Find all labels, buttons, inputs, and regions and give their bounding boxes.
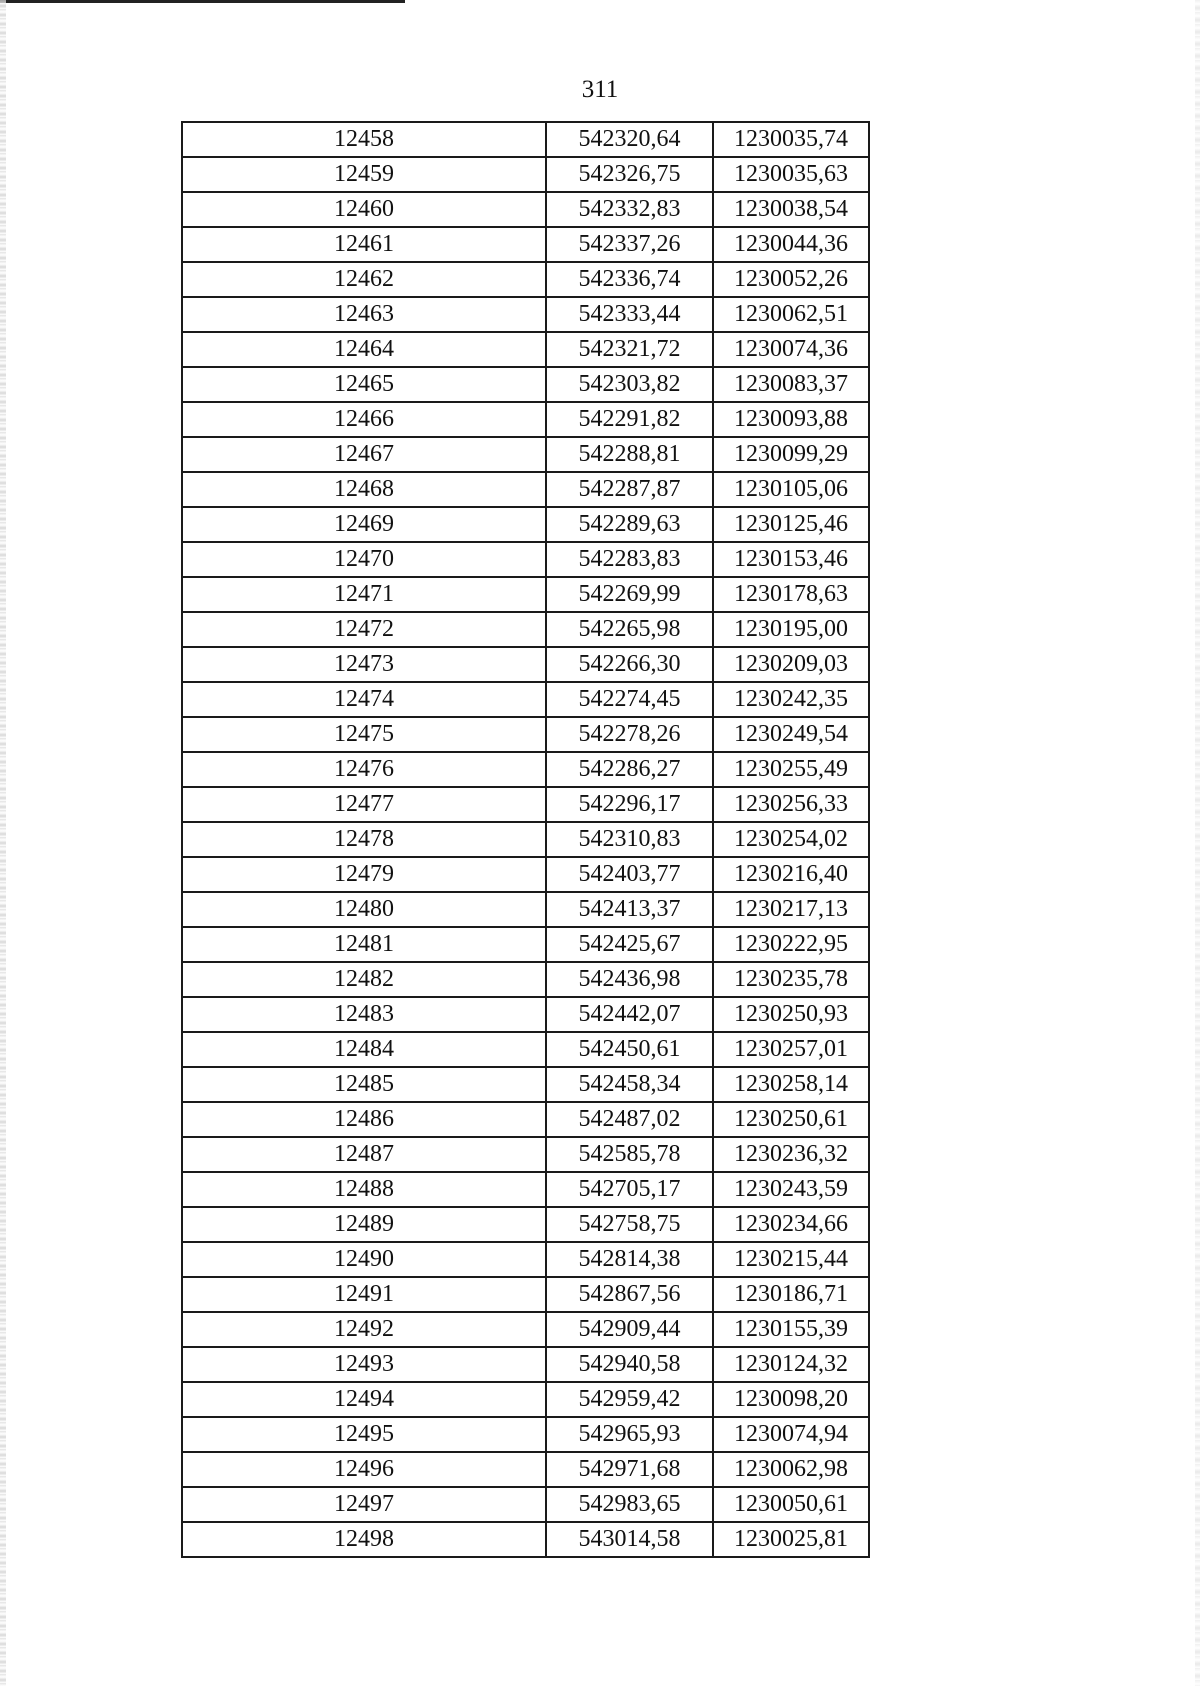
y-coordinate-cell: 1230038,54 <box>713 192 869 227</box>
y-coordinate-cell: 1230255,49 <box>713 752 869 787</box>
table-row <box>182 402 869 437</box>
point-number-cell: 12462 <box>182 262 546 297</box>
table-row <box>182 1522 869 1557</box>
x-coordinate-cell: 542310,83 <box>546 822 713 857</box>
table-row <box>182 857 869 892</box>
x-coordinate-cell: 542585,78 <box>546 1137 713 1172</box>
y-coordinate-cell: 1230098,20 <box>713 1382 869 1417</box>
x-coordinate-cell: 542965,93 <box>546 1417 713 1452</box>
x-coordinate-cell: 542283,83 <box>546 542 713 577</box>
x-coordinate-cell: 542336,74 <box>546 262 713 297</box>
x-coordinate-cell: 542959,42 <box>546 1382 713 1417</box>
y-coordinate-cell: 1230124,32 <box>713 1347 869 1382</box>
table-row <box>182 542 869 577</box>
table-row <box>182 577 869 612</box>
y-coordinate-cell: 1230153,46 <box>713 542 869 577</box>
point-number-cell: 12463 <box>182 297 546 332</box>
x-coordinate-cell: 542814,38 <box>546 1242 713 1277</box>
x-coordinate-cell: 543014,58 <box>546 1522 713 1557</box>
x-coordinate-cell: 542758,75 <box>546 1207 713 1242</box>
point-number-cell: 12471 <box>182 577 546 612</box>
point-number-cell: 12494 <box>182 1382 546 1417</box>
x-coordinate-cell: 542288,81 <box>546 437 713 472</box>
table-row <box>182 1172 869 1207</box>
y-coordinate-cell: 1230099,29 <box>713 437 869 472</box>
point-number-cell: 12475 <box>182 717 546 752</box>
table-row <box>182 1032 869 1067</box>
table-row <box>182 1382 869 1417</box>
point-number-cell: 12458 <box>182 122 546 157</box>
y-coordinate-cell: 1230209,03 <box>713 647 869 682</box>
table-row <box>182 682 869 717</box>
point-number-cell: 12492 <box>182 1312 546 1347</box>
header-rule <box>0 0 405 3</box>
x-coordinate-cell: 542436,98 <box>546 962 713 997</box>
point-number-cell: 12466 <box>182 402 546 437</box>
table-row <box>182 1137 869 1172</box>
point-number-cell: 12477 <box>182 787 546 822</box>
y-coordinate-cell: 1230216,40 <box>713 857 869 892</box>
y-coordinate-cell: 1230249,54 <box>713 717 869 752</box>
table-row <box>182 927 869 962</box>
point-number-cell: 12465 <box>182 367 546 402</box>
y-coordinate-cell: 1230035,74 <box>713 122 869 157</box>
table-row <box>182 1207 869 1242</box>
table-row <box>182 262 869 297</box>
y-coordinate-cell: 1230044,36 <box>713 227 869 262</box>
x-coordinate-cell: 542450,61 <box>546 1032 713 1067</box>
x-coordinate-cell: 542320,64 <box>546 122 713 157</box>
y-coordinate-cell: 1230236,32 <box>713 1137 869 1172</box>
point-number-cell: 12467 <box>182 437 546 472</box>
x-coordinate-cell: 542326,75 <box>546 157 713 192</box>
y-coordinate-cell: 1230074,36 <box>713 332 869 367</box>
table-row <box>182 332 869 367</box>
table-row <box>182 1487 869 1522</box>
x-coordinate-cell: 542442,07 <box>546 997 713 1032</box>
x-coordinate-cell: 542705,17 <box>546 1172 713 1207</box>
x-coordinate-cell: 542269,99 <box>546 577 713 612</box>
point-number-cell: 12478 <box>182 822 546 857</box>
y-coordinate-cell: 1230250,93 <box>713 997 869 1032</box>
table-row <box>182 612 869 647</box>
y-coordinate-cell: 1230093,88 <box>713 402 869 437</box>
y-coordinate-cell: 1230035,63 <box>713 157 869 192</box>
x-coordinate-cell: 542487,02 <box>546 1102 713 1137</box>
table-row <box>182 1417 869 1452</box>
x-coordinate-cell: 542425,67 <box>546 927 713 962</box>
x-coordinate-cell: 542296,17 <box>546 787 713 822</box>
point-number-cell: 12491 <box>182 1277 546 1312</box>
point-number-cell: 12493 <box>182 1347 546 1382</box>
x-coordinate-cell: 542332,83 <box>546 192 713 227</box>
y-coordinate-cell: 1230242,35 <box>713 682 869 717</box>
y-coordinate-cell: 1230062,51 <box>713 297 869 332</box>
y-coordinate-cell: 1230025,81 <box>713 1522 869 1557</box>
y-coordinate-cell: 1230125,46 <box>713 507 869 542</box>
point-number-cell: 12485 <box>182 1067 546 1102</box>
page-number: 311 <box>581 76 619 103</box>
table-row <box>182 1102 869 1137</box>
point-number-cell: 12474 <box>182 682 546 717</box>
point-number-cell: 12496 <box>182 1452 546 1487</box>
y-coordinate-cell: 1230250,61 <box>713 1102 869 1137</box>
y-coordinate-cell: 1230215,44 <box>713 1242 869 1277</box>
x-coordinate-cell: 542337,26 <box>546 227 713 262</box>
y-coordinate-cell: 1230186,71 <box>713 1277 869 1312</box>
point-number-cell: 12480 <box>182 892 546 927</box>
point-number-cell: 12489 <box>182 1207 546 1242</box>
y-coordinate-cell: 1230258,14 <box>713 1067 869 1102</box>
table-row <box>182 752 869 787</box>
point-number-cell: 12484 <box>182 1032 546 1067</box>
table-row <box>182 192 869 227</box>
table-row <box>182 1347 869 1382</box>
table-row <box>182 122 869 157</box>
point-number-cell: 12468 <box>182 472 546 507</box>
point-number-cell: 12488 <box>182 1172 546 1207</box>
table-row <box>182 1067 869 1102</box>
table-row <box>182 717 869 752</box>
x-coordinate-cell: 542971,68 <box>546 1452 713 1487</box>
y-coordinate-cell: 1230155,39 <box>713 1312 869 1347</box>
table-row <box>182 472 869 507</box>
point-number-cell: 12498 <box>182 1522 546 1557</box>
y-coordinate-cell: 1230052,26 <box>713 262 869 297</box>
table-row <box>182 1312 869 1347</box>
point-number-cell: 12459 <box>182 157 546 192</box>
y-coordinate-cell: 1230256,33 <box>713 787 869 822</box>
coordinates-table-body <box>182 122 869 1557</box>
point-number-cell: 12464 <box>182 332 546 367</box>
x-coordinate-cell: 542303,82 <box>546 367 713 402</box>
point-number-cell: 12497 <box>182 1487 546 1522</box>
point-number-cell: 12460 <box>182 192 546 227</box>
scan-edge-right <box>1195 0 1200 1686</box>
table-row <box>182 822 869 857</box>
y-coordinate-cell: 1230083,37 <box>713 367 869 402</box>
table-row <box>182 437 869 472</box>
y-coordinate-cell: 1230234,66 <box>713 1207 869 1242</box>
x-coordinate-cell: 542940,58 <box>546 1347 713 1382</box>
x-coordinate-cell: 542266,30 <box>546 647 713 682</box>
y-coordinate-cell: 1230105,06 <box>713 472 869 507</box>
point-number-cell: 12472 <box>182 612 546 647</box>
table-row <box>182 892 869 927</box>
coordinates-table <box>181 121 870 1558</box>
y-coordinate-cell: 1230074,94 <box>713 1417 869 1452</box>
y-coordinate-cell: 1230178,63 <box>713 577 869 612</box>
table-row <box>182 297 869 332</box>
point-number-cell: 12487 <box>182 1137 546 1172</box>
x-coordinate-cell: 542287,87 <box>546 472 713 507</box>
table-row <box>182 227 869 262</box>
point-number-cell: 12461 <box>182 227 546 262</box>
table-row <box>182 787 869 822</box>
y-coordinate-cell: 1230195,00 <box>713 612 869 647</box>
x-coordinate-cell: 542291,82 <box>546 402 713 437</box>
point-number-cell: 12481 <box>182 927 546 962</box>
x-coordinate-cell: 542909,44 <box>546 1312 713 1347</box>
y-coordinate-cell: 1230257,01 <box>713 1032 869 1067</box>
x-coordinate-cell: 542278,26 <box>546 717 713 752</box>
point-number-cell: 12495 <box>182 1417 546 1452</box>
y-coordinate-cell: 1230217,13 <box>713 892 869 927</box>
x-coordinate-cell: 542321,72 <box>546 332 713 367</box>
point-number-cell: 12490 <box>182 1242 546 1277</box>
x-coordinate-cell: 542265,98 <box>546 612 713 647</box>
point-number-cell: 12486 <box>182 1102 546 1137</box>
x-coordinate-cell: 542333,44 <box>546 297 713 332</box>
y-coordinate-cell: 1230050,61 <box>713 1487 869 1522</box>
y-coordinate-cell: 1230222,95 <box>713 927 869 962</box>
table-row <box>182 367 869 402</box>
table-row <box>182 507 869 542</box>
point-number-cell: 12479 <box>182 857 546 892</box>
point-number-cell: 12482 <box>182 962 546 997</box>
x-coordinate-cell: 542413,37 <box>546 892 713 927</box>
table-row <box>182 157 869 192</box>
table-row <box>182 1452 869 1487</box>
x-coordinate-cell: 542286,27 <box>546 752 713 787</box>
point-number-cell: 12470 <box>182 542 546 577</box>
x-coordinate-cell: 542867,56 <box>546 1277 713 1312</box>
x-coordinate-cell: 542403,77 <box>546 857 713 892</box>
y-coordinate-cell: 1230062,98 <box>713 1452 869 1487</box>
y-coordinate-cell: 1230235,78 <box>713 962 869 997</box>
x-coordinate-cell: 542289,63 <box>546 507 713 542</box>
y-coordinate-cell: 1230254,02 <box>713 822 869 857</box>
point-number-cell: 12483 <box>182 997 546 1032</box>
table-row <box>182 647 869 682</box>
table-row <box>182 1277 869 1312</box>
x-coordinate-cell: 542983,65 <box>546 1487 713 1522</box>
table-row <box>182 962 869 997</box>
x-coordinate-cell: 542274,45 <box>546 682 713 717</box>
y-coordinate-cell: 1230243,59 <box>713 1172 869 1207</box>
table-row <box>182 997 869 1032</box>
point-number-cell: 12469 <box>182 507 546 542</box>
point-number-cell: 12473 <box>182 647 546 682</box>
x-coordinate-cell: 542458,34 <box>546 1067 713 1102</box>
scan-edge-left <box>0 0 6 1686</box>
point-number-cell: 12476 <box>182 752 546 787</box>
table-row <box>182 1242 869 1277</box>
